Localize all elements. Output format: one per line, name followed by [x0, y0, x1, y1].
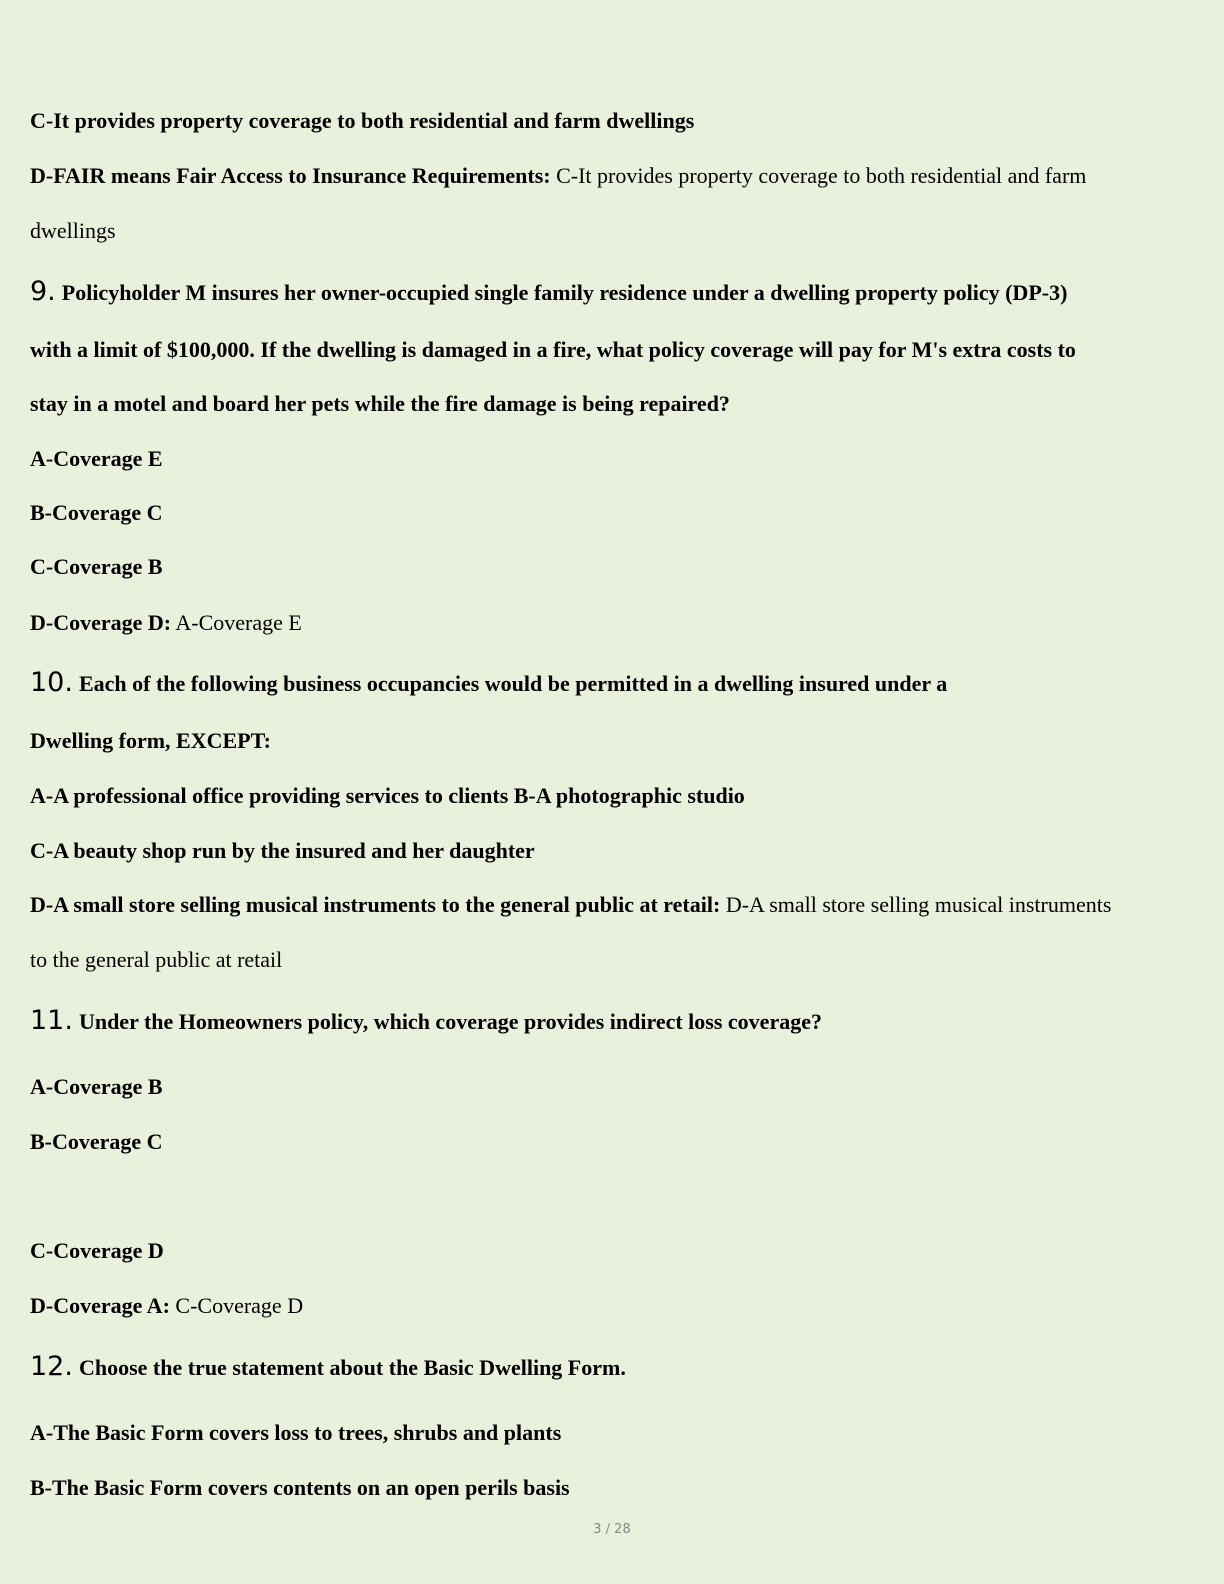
correct-answer: C-It provides property coverage to both residential and farm: [556, 163, 1087, 188]
question-text: Choose the true statement about the Basic Dwelling Form.: [78, 1355, 626, 1380]
answer-option-c: C-It provides property coverage to both residential and farm dwellings: [30, 108, 695, 133]
question-12-option-b: B-The Basic Form covers contents on an open perils basis: [30, 1475, 570, 1500]
question-12-option-a: A-The Basic Form covers loss to trees, shrubs and plants: [30, 1420, 562, 1445]
correct-answer: A-Coverage E: [175, 610, 302, 635]
question-number: 12.: [30, 1351, 73, 1382]
question-10-option-c: C-A beauty shop run by the insured and her daughter: [30, 838, 535, 863]
answer-option-d-with-answer: [30, 163, 1086, 189]
correct-answer-continued: to the general public at retail: [30, 947, 283, 972]
question-text: Under the Homeowners policy, which coverage provides indirect loss coverage?: [78, 1009, 822, 1034]
question-10-option-d: [30, 892, 1111, 918]
correct-answer-continued: dwellings: [30, 218, 116, 243]
option-text: D-Coverage D:: [30, 610, 172, 635]
question-number: 9.: [30, 276, 56, 307]
question-9: [30, 276, 1068, 307]
question-10-text-line-2: Dwelling form, EXCEPT:: [30, 728, 271, 753]
question-10: [30, 667, 948, 698]
question-11-option-c: C-Coverage D: [30, 1238, 164, 1263]
question-9-option-c: C-Coverage B: [30, 554, 163, 579]
question-9-option-b: B-Coverage C: [30, 500, 163, 525]
question-10-option-ab: A-A professional office providing services to clients B-A photographic studio: [30, 783, 745, 808]
page-number: 3 / 28: [593, 1522, 631, 1537]
question-text: Each of the following business occupancies would be permitted in a dwelling insured under a: [78, 671, 948, 696]
question-9-option-d: [30, 610, 302, 636]
question-11-option-a: A-Coverage B: [30, 1074, 163, 1099]
question-11-option-d: [30, 1293, 303, 1319]
question-number: 11.: [30, 1005, 73, 1036]
question-9-option-a: A-Coverage E: [30, 446, 163, 471]
question-11: [30, 1005, 822, 1036]
correct-answer: C-Coverage D: [175, 1293, 304, 1318]
option-text: D-A small store selling musical instruments to the general public at retail:: [30, 892, 721, 917]
option-text: D-Coverage A:: [30, 1293, 170, 1318]
question-11-option-b: B-Coverage C: [30, 1129, 163, 1154]
question-12: [30, 1351, 626, 1382]
question-text: Policyholder M insures her owner-occupied single family residence under a dwelling property policy (DP-3): [61, 280, 1068, 305]
option-text: D-FAIR means Fair Access to Insurance Requirements:: [30, 163, 551, 188]
question-number: 10.: [30, 667, 73, 698]
question-9-text-line-2: with a limit of $100,000. If the dwelling is damaged in a fire, what policy coverage will pay for M's extra costs to: [30, 337, 1076, 362]
correct-answer: D-A small store selling musical instruments: [725, 892, 1112, 917]
question-9-text-line-3: stay in a motel and board her pets while the fire damage is being repaired?: [30, 391, 730, 416]
